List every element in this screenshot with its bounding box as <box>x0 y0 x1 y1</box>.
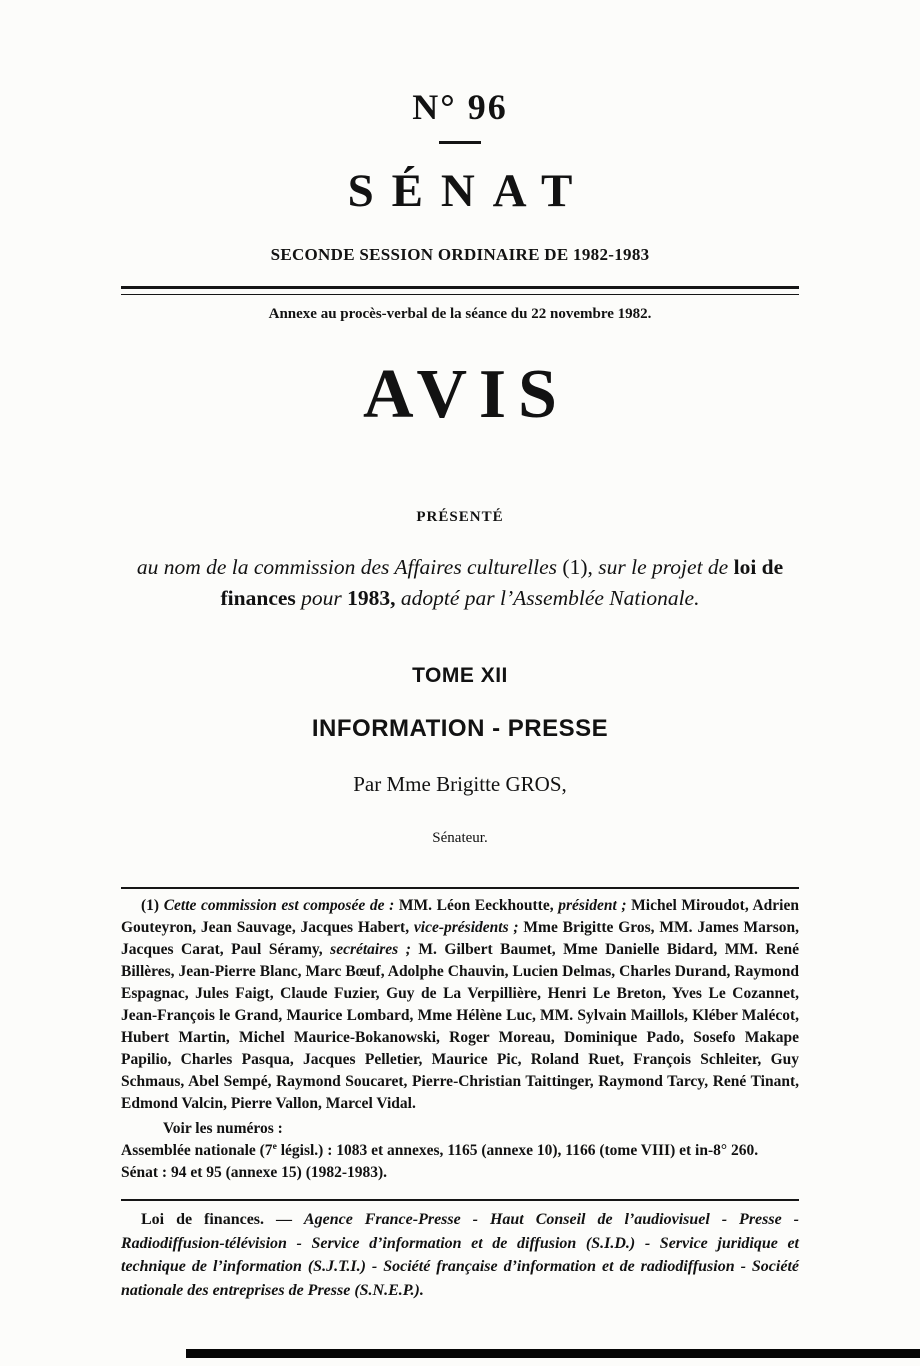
page-bottom-edge-bar <box>186 1349 920 1358</box>
references-heading: Voir les numéros : <box>163 1120 283 1137</box>
annex-note: Annexe au procès-verbal de la séance du 22 novembre 1982. <box>268 306 652 322</box>
doc-number: N° 96 <box>412 87 508 127</box>
session-subtitle: SECONDE SESSION ORDINAIRE DE 1982-1983 <box>270 245 650 264</box>
author-role: Sénateur. <box>432 830 488 846</box>
commission-footnote: (1) Cette commission est composée de : MM. Léon Eeckhoutte, président ; Michel Miroudot, Adrien Gouteyron, Jean Sauvage, Jacques Habert, vice-présidents ; Mme Brigitte Gros, MM. James Marson, Jacques Carat, Paul Séramy, secrétaires ; M. Gilbert Baumet, Mme Danielle Bidard, MM. René Billères, Jean-Pierre Blanc, Marc Bœuf, Adolphe Chauvin, Lucien Delmas, Charles Durand, Raymond Espagnac, Jules Faigt, Claude Fuzier, Guy de La Verpillière, Henri Le Breton, Yves Le Cozannet, Jean-François le Grand, Maurice Lombard, Mme Hélène Luc, MM. Sylvain Maillols, Kléber Malécot, Hubert Martin, Michel Maurice-Bokanowski, Roger Moreau, Dominique Pado, Sosefo Makape Papilio, Charles Pasqua, Jacques Pelletier, Maurice Pic, Roland Ruet, François Schleiter, Guy Schmaus, Abel Sempé, Raymond Soucaret, Pierre-Christian Taittinger, Raymond Tarcy, René Tinant, Edmond Valcin, Pierre Vallon, Marcel Vidal. <box>121 897 799 1112</box>
footnote-divider <box>121 887 799 889</box>
document-title: AVIS <box>363 356 569 433</box>
double-rule-divider <box>121 286 799 295</box>
institution-title: SÉNAT <box>347 165 591 217</box>
references-divider <box>121 1199 799 1201</box>
references-block <box>121 1118 799 1184</box>
document-content <box>121 0 799 1302</box>
topic-heading: INFORMATION - PRESSE <box>311 715 609 742</box>
subject-paragraph: au nom de la commission des Affaires culturelles (1), sur le projet de loi de finances pour 1983, adopté par l’Assemblée Nationale. <box>136 555 784 610</box>
author-line: Par Mme Brigitte GROS, <box>353 772 567 796</box>
tome-heading: TOME XII <box>412 664 508 687</box>
presented-label: PRÉSENTÉ <box>416 509 504 525</box>
number-divider <box>439 141 481 144</box>
subjects-paragraph: Loi de finances. — Agence France-Presse - Haut Conseil de l’audiovisuel - Presse - Radiodiffusion-télévision - Service d’information et de diffusion (S.I.D.) - Service juridique et technique de l’information (S.J.T.I.) - Société française d’information et de radiodiffusion - Société nationale des entreprises de Presse (S.N.E.P.). <box>121 1211 799 1299</box>
reference-assemblee: Assemblée nationale (7e législ.) : 1083 et annexes, 1165 (annexe 10), 1166 (tome VIII) et in-8° 260. <box>121 1140 759 1159</box>
reference-senat: Sénat : 94 et 95 (annexe 15) (1982-1983). <box>121 1164 388 1181</box>
